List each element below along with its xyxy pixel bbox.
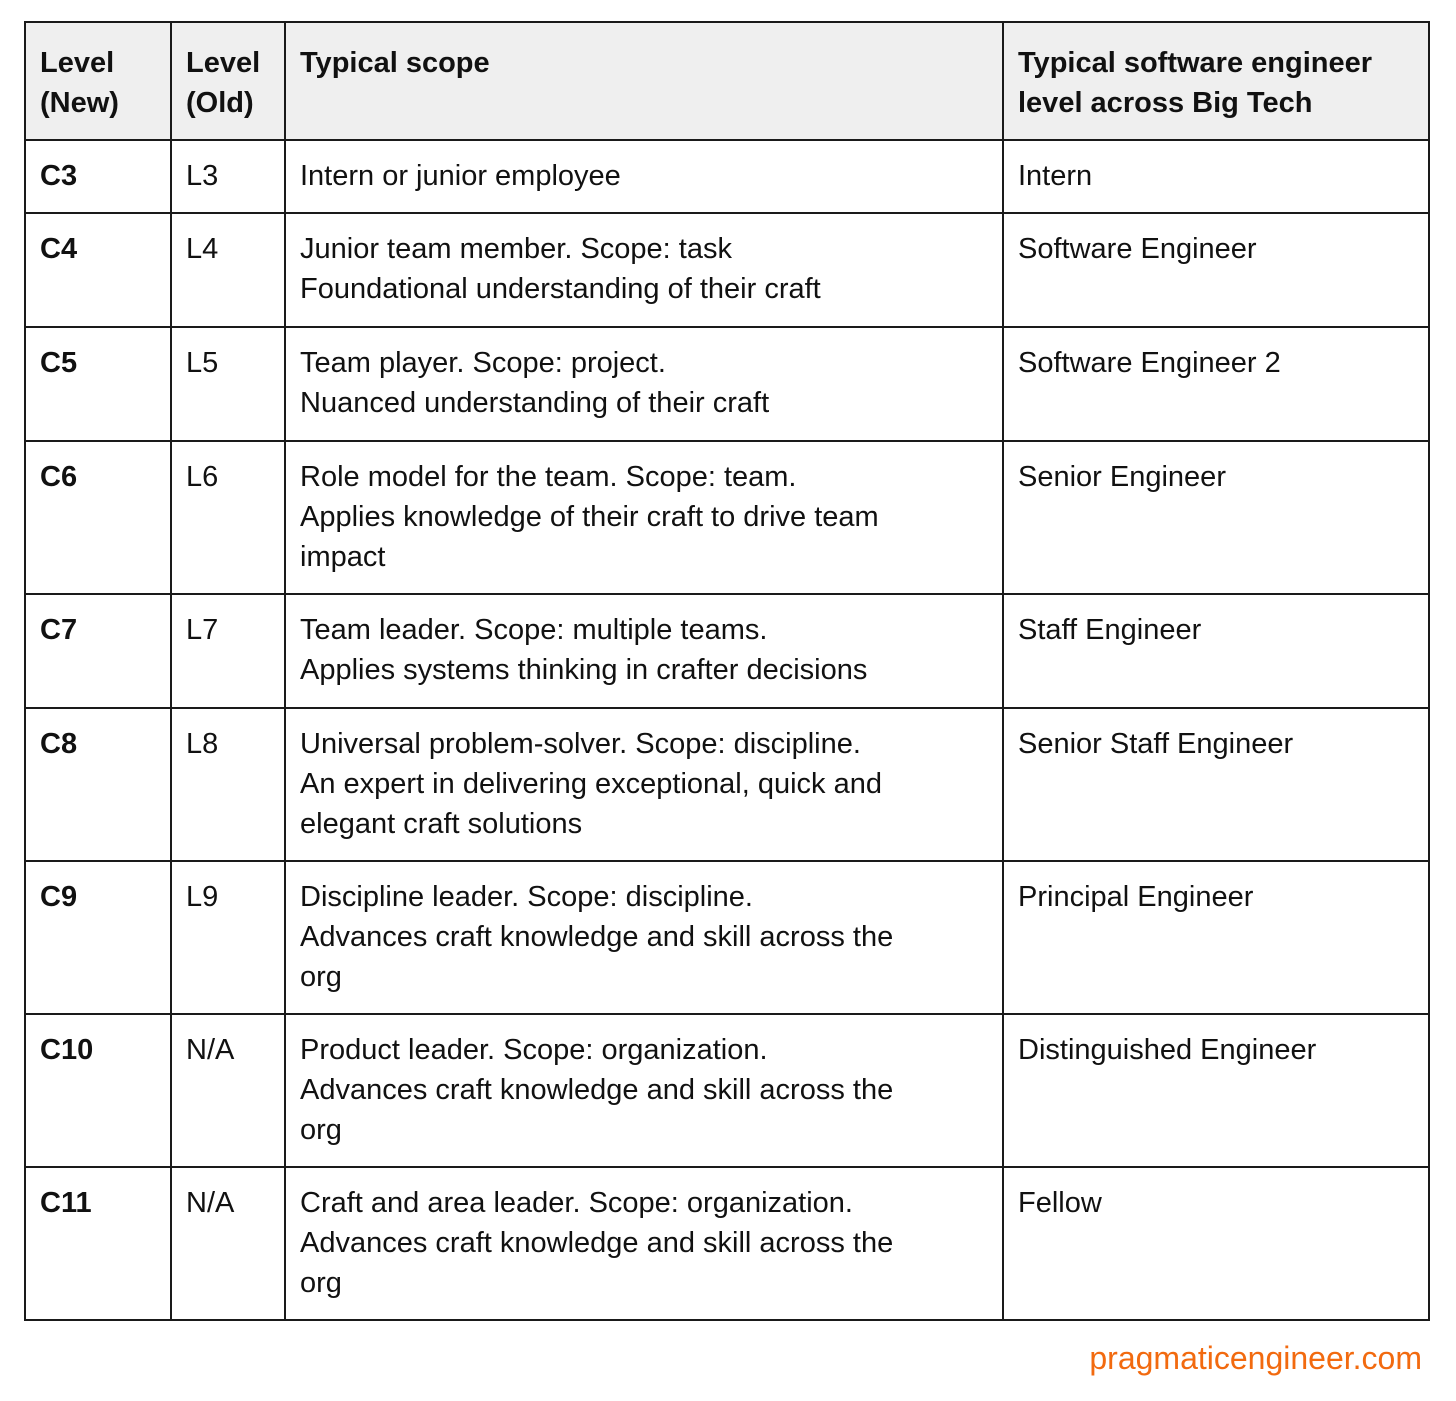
scope-line: Intern or junior employee — [300, 160, 621, 192]
header-line: level across Big Tech — [1018, 87, 1313, 119]
scope-line: Applies systems thinking in crafter decisions — [300, 654, 868, 686]
scope-line: Advances craft knowledge and skill across the — [300, 1227, 894, 1259]
scope-line: Advances craft knowledge and skill across the — [300, 1074, 894, 1106]
cell-scope — [285, 1014, 1003, 1167]
cell-level-new: C9 — [25, 861, 171, 1014]
table-row — [25, 441, 1429, 594]
table-row — [25, 1167, 1429, 1320]
cell-big-tech-level: Intern — [1003, 140, 1429, 213]
cell-scope — [285, 441, 1003, 594]
scope-line: org — [300, 1114, 342, 1146]
table-header — [25, 22, 1429, 140]
scope-line: Team leader. Scope: multiple teams. — [300, 614, 768, 646]
header-line: Typical software engineer — [1018, 47, 1373, 79]
cell-scope — [285, 327, 1003, 441]
table-body — [25, 140, 1429, 1320]
scope-line: An expert in delivering exceptional, quick and — [300, 768, 882, 800]
cell-level-new: C4 — [25, 213, 171, 327]
cell-level-new: C11 — [25, 1167, 171, 1320]
header-level-new — [25, 22, 171, 140]
scope-line: Nuanced understanding of their craft — [300, 387, 770, 419]
table-row — [25, 594, 1429, 708]
header-big-tech-level — [1003, 22, 1429, 140]
table-row — [25, 213, 1429, 327]
cell-big-tech-level: Senior Staff Engineer — [1003, 708, 1429, 861]
cell-level-new: C10 — [25, 1014, 171, 1167]
table-row — [25, 140, 1429, 213]
table-row — [25, 708, 1429, 861]
cell-scope — [285, 1167, 1003, 1320]
scope-line: impact — [300, 541, 386, 573]
cell-level-old: L5 — [171, 327, 285, 441]
cell-level-old: L4 — [171, 213, 285, 327]
source-watermark: pragmaticengineer.com — [1089, 1340, 1422, 1376]
cell-scope — [285, 861, 1003, 1014]
header-typical-scope — [285, 22, 1003, 140]
scope-line: elegant craft solutions — [300, 808, 583, 840]
scope-line: Applies knowledge of their craft to drive team — [300, 501, 879, 533]
cell-big-tech-level: Staff Engineer — [1003, 594, 1429, 708]
cell-scope — [285, 708, 1003, 861]
scope-line: Role model for the team. Scope: team. — [300, 461, 797, 493]
cell-scope — [285, 213, 1003, 327]
scope-line: Universal problem-solver. Scope: discipline. — [300, 728, 861, 760]
cell-level-new: C7 — [25, 594, 171, 708]
header-row — [25, 22, 1429, 140]
header-level-old — [171, 22, 285, 140]
cell-level-old: L3 — [171, 140, 285, 213]
table-row — [25, 327, 1429, 441]
scope-line: Craft and area leader. Scope: organization. — [300, 1187, 853, 1219]
cell-big-tech-level: Fellow — [1003, 1167, 1429, 1320]
cell-big-tech-level: Software Engineer — [1003, 213, 1429, 327]
scope-line: org — [300, 961, 342, 993]
cell-level-old: N/A — [171, 1167, 285, 1320]
cell-level-new: C5 — [25, 327, 171, 441]
cell-scope — [285, 140, 1003, 213]
cell-scope — [285, 594, 1003, 708]
scope-line: org — [300, 1267, 342, 1299]
header-line: Level — [186, 47, 261, 79]
levels-table — [24, 21, 1430, 1321]
cell-level-new: C6 — [25, 441, 171, 594]
header-line: (New) — [40, 87, 119, 119]
cell-level-old: L6 — [171, 441, 285, 594]
scope-line: Junior team member. Scope: task — [300, 233, 732, 265]
scope-line: Discipline leader. Scope: discipline. — [300, 881, 753, 913]
cell-level-new: C3 — [25, 140, 171, 213]
cell-level-old: L9 — [171, 861, 285, 1014]
scope-line: Team player. Scope: project. — [300, 347, 666, 379]
cell-big-tech-level: Senior Engineer — [1003, 441, 1429, 594]
header-line: (Old) — [186, 87, 254, 119]
cell-level-old: N/A — [171, 1014, 285, 1167]
cell-big-tech-level: Software Engineer 2 — [1003, 327, 1429, 441]
scope-line: Product leader. Scope: organization. — [300, 1034, 768, 1066]
cell-big-tech-level: Principal Engineer — [1003, 861, 1429, 1014]
header-line: Typical scope — [300, 47, 490, 79]
table-row — [25, 861, 1429, 1014]
header-line: Level — [40, 47, 115, 79]
scope-line: Foundational understanding of their craft — [300, 273, 821, 305]
cell-level-old: L8 — [171, 708, 285, 861]
cell-level-new: C8 — [25, 708, 171, 861]
table-row — [25, 1014, 1429, 1167]
cell-level-old: L7 — [171, 594, 285, 708]
scope-line: Advances craft knowledge and skill across the — [300, 921, 894, 953]
cell-big-tech-level: Distinguished Engineer — [1003, 1014, 1429, 1167]
